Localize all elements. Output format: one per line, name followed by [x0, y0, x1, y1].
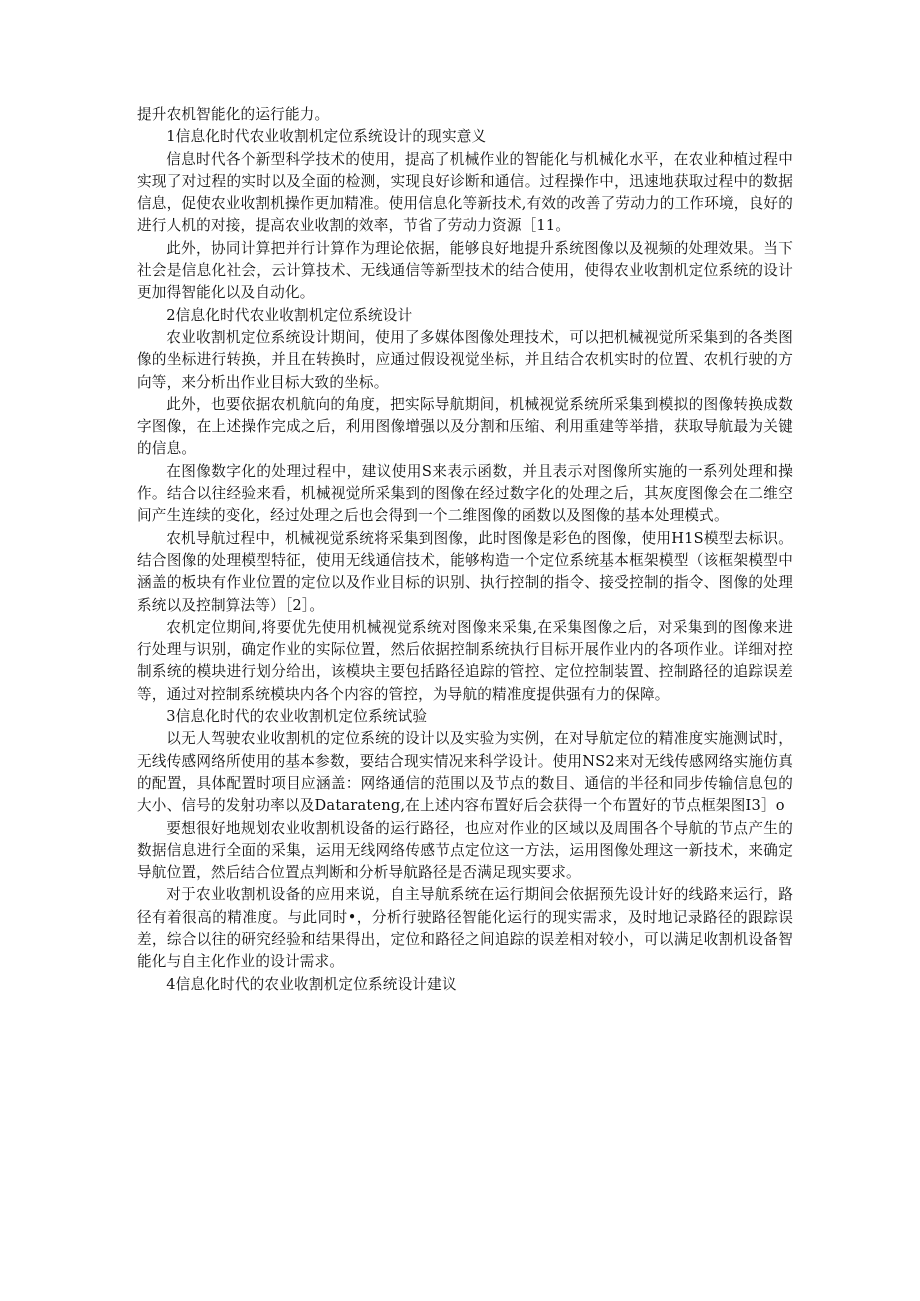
section-heading-2: 2信息化时代农业收割机定位系统设计: [166, 306, 413, 324]
document-page: [137, 104, 793, 996]
body-paragraph: 信息时代各个新型科学技术的使用，提高了机械作业的智能化与机械化水平，在农业种植过程中实现了对过程的实时以及全面的检测，实现良好诊断和通信。过程操作中，迅速地获取过程中的数据信息，促使农业收割机操作更加精准。使用信息化等新技术,有效的改善了劳动力的工作环境，良好的进行人机的对接，提高农业收割的效率，节省了劳动力资源［11。: [137, 150, 793, 235]
section-heading-1: 1信息化时代农业收割机定位系统设计的现实意义: [166, 128, 487, 146]
body-paragraph: 以无人驾驶农业收割机的定位系统的设计以及实验为实例，在对导航定位的精准度实施测试时，无线传感网络所使用的基本参数，要结合现实情况来科学设计。使用NS2来对无线传感网络实施仿真的配置，具体配置时项目应涵盖：网络通信的范围以及节点的数目、通信的半径和同步传输信息包的大小、信号的发射功率以及Datarateng,在上述内容布置好后会获得一个布置好的节点框架图I3］o: [137, 730, 793, 815]
body-paragraph: 农机定位期间,将要优先使用机械视觉系统对图像来采集,在采集图像之后，对采集到的图像来进行处理与识别，确定作业的实际位置，然后依据控制系统执行目标开展作业内的各项作业。详细对控制系统的模块进行划分给出，该模块主要包括路径追踪的管控、定位控制装置、控制路径的追踪误差等，通过对控制系统模块内各个内容的管控，为导航的精准度提供强有力的保障。: [137, 618, 793, 703]
body-paragraph: 农业收割机定位系统设计期间，使用了多媒体图像处理技术，可以把机械视觉所采集到的各类图像的坐标进行转换，并且在转换时，应通过假设视觉坐标，并且结合农机实时的位置、农机行驶的方向等，来分析出作业目标大致的坐标。: [137, 328, 793, 391]
body-paragraph: 农机导航过程中，机械视觉系统将采集到图像，此时图像是彩色的图像，使用H1S模型去标识。结合图像的处理模型特征，使用无线通信技术，能够构造一个定位系统基本框架模型（该框架模型中涵盖的板块有作业位置的定位以及作业目标的识别、执行控制的指令、接受控制的指令、图像的处理系统以及控制算法等）［2］。: [137, 529, 793, 614]
body-paragraph: 在图像数字化的处理过程中，建议使用S来表示函数，并且表示对图像所实施的一系列处理和操作。结合以往经验来看，机械视觉所采集到的图像在经过数字化的处理之后，其灰度图像会在二维空间产生连续的变化，经过处理之后也会得到一个二维图像的函数以及图像的基本处理模式。: [137, 462, 793, 525]
continuation-paragraph: 提升农机智能化的运行能力。: [137, 106, 330, 123]
section-heading-3: 3信息化时代的农业收割机定位系统试验: [166, 708, 428, 726]
section-heading-4: 4信息化时代的农业收割机定位系统设计建议: [166, 975, 457, 993]
body-paragraph: 要想很好地规划农业收割机设备的运行路径，也应对作业的区域以及周围各个导航的节点产生的数据信息进行全面的采集，运用无线网络传感节点定位这一方法，运用图像处理这一新技术，来确定导航位置，然后结合位置点判断和分析导航路径是否满足现实要求。: [137, 819, 793, 882]
body-paragraph: 此外，也要依据农机航向的角度，把实际导航期间，机械视觉系统所采集到模拟的图像转换成数字图像，在上述操作完成之后，利用图像增强以及分割和压缩、利用重建等举措，获取导航最为关键的信息。: [137, 395, 793, 458]
body-paragraph: 对于农业收割机设备的应用来说，自主导航系统在运行期间会依据预先设计好的线路来运行，路径有着很高的精准度。与此同时•，分析行驶路径智能化运行的现实需求，及时地记录路径的跟踪误差，综合以往的研究经验和结果得出，定位和路径之间追踪的误差相对较小，可以满足收割机设备智能化与自主化作业的设计需求。: [137, 886, 793, 971]
body-paragraph: 此外，协同计算把并行计算作为理论依据，能够良好地提升系统图像以及视频的处理效果。当下社会是信息化社会，云计算技术、无线通信等新型技术的结合使用，使得农业收割机定位系统的设计更加得智能化以及自动化。: [137, 239, 793, 302]
